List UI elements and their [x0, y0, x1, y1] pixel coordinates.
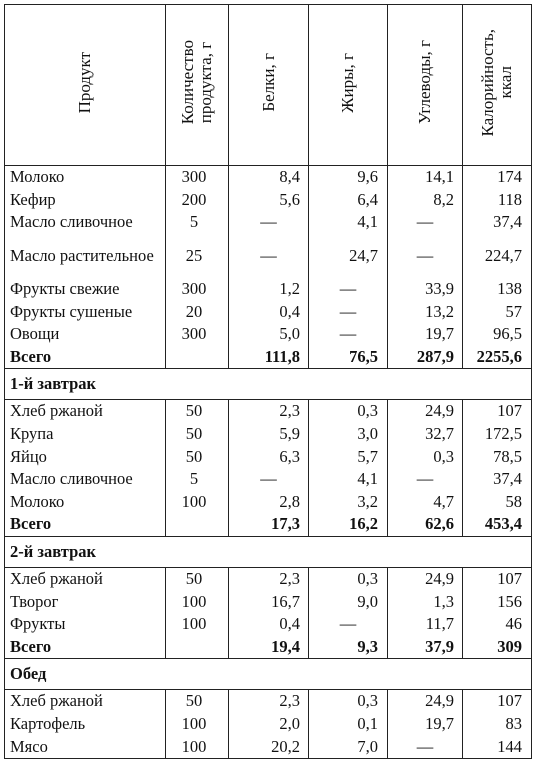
- calories-cell: 57: [463, 300, 532, 323]
- table-row: [5, 211, 532, 234]
- table-row: [5, 491, 532, 514]
- fat-cell: —: [309, 300, 388, 323]
- calories-cell: 138: [463, 278, 532, 301]
- carbs-cell: 32,7: [388, 423, 463, 446]
- calories-cell: 96,5: [463, 323, 532, 346]
- calories-cell: 83: [463, 713, 532, 736]
- calories-cell: 224,7: [463, 234, 532, 278]
- table-row: [5, 234, 532, 278]
- section-header-row: [5, 369, 532, 400]
- calories-cell: 37,4: [463, 211, 532, 234]
- protein-cell: 2,3: [229, 567, 309, 590]
- calories-cell: 107: [463, 400, 532, 423]
- table-row: [5, 445, 532, 468]
- section-header-row: [5, 659, 532, 690]
- fat-cell: 5,7: [309, 445, 388, 468]
- quantity-cell: [166, 513, 229, 536]
- total-label: Всего: [5, 636, 166, 659]
- carbs-cell: 8,2: [388, 189, 463, 212]
- protein-cell: 5,6: [229, 189, 309, 212]
- calories-cell: 453,4: [463, 513, 532, 536]
- protein-cell: 20,2: [229, 735, 309, 758]
- fat-cell: 76,5: [309, 346, 388, 369]
- header-row: [5, 5, 532, 166]
- carbs-cell: 24,9: [388, 400, 463, 423]
- table-row: [5, 468, 532, 491]
- carbs-cell: 287,9: [388, 346, 463, 369]
- table-row: [5, 300, 532, 323]
- calories-cell: 58: [463, 491, 532, 514]
- header-protein: Белки, г: [229, 5, 309, 166]
- fat-cell: —: [309, 613, 388, 636]
- protein-cell: 0,4: [229, 613, 309, 636]
- table-row: [5, 189, 532, 212]
- fat-cell: 7,0: [309, 735, 388, 758]
- section-title: Обед: [5, 659, 532, 690]
- protein-cell: 1,2: [229, 278, 309, 301]
- table-row: [5, 690, 532, 713]
- fat-cell: 9,3: [309, 636, 388, 659]
- product-name: Хлеб ржаной: [5, 690, 166, 713]
- table-row: [5, 590, 532, 613]
- table-row: [5, 278, 532, 301]
- protein-cell: —: [229, 211, 309, 234]
- quantity-cell: [166, 346, 229, 369]
- quantity-cell: 50: [166, 445, 229, 468]
- quantity-cell: 200: [166, 189, 229, 212]
- protein-cell: —: [229, 468, 309, 491]
- protein-cell: 17,3: [229, 513, 309, 536]
- section-title: 2-й завтрак: [5, 536, 532, 567]
- header-calories: Калорийность, ккал: [463, 5, 532, 166]
- protein-cell: 2,3: [229, 690, 309, 713]
- carbs-cell: 11,7: [388, 613, 463, 636]
- quantity-cell: 100: [166, 590, 229, 613]
- protein-cell: 2,3: [229, 400, 309, 423]
- quantity-cell: [166, 636, 229, 659]
- calories-cell: 309: [463, 636, 532, 659]
- calories-cell: 172,5: [463, 423, 532, 446]
- fat-cell: 16,2: [309, 513, 388, 536]
- quantity-cell: 25: [166, 234, 229, 278]
- table-row: [5, 567, 532, 590]
- fat-cell: 4,1: [309, 468, 388, 491]
- protein-cell: 19,4: [229, 636, 309, 659]
- fat-cell: 3,2: [309, 491, 388, 514]
- table-row: [5, 735, 532, 758]
- carbs-cell: 0,3: [388, 445, 463, 468]
- quantity-cell: 50: [166, 400, 229, 423]
- fat-cell: 9,0: [309, 590, 388, 613]
- header-quantity: Количество продукта, г: [166, 5, 229, 166]
- protein-cell: 6,3: [229, 445, 309, 468]
- fat-cell: 6,4: [309, 189, 388, 212]
- product-name: Фрукты сушеные: [5, 300, 166, 323]
- protein-cell: 8,4: [229, 166, 309, 189]
- header-product: Продукт: [5, 5, 166, 166]
- product-name: Масло сливочное: [5, 468, 166, 491]
- carbs-cell: —: [388, 468, 463, 491]
- product-name: Хлеб ржаной: [5, 400, 166, 423]
- fat-cell: —: [309, 323, 388, 346]
- table-row: [5, 323, 532, 346]
- protein-cell: 5,0: [229, 323, 309, 346]
- fat-cell: 4,1: [309, 211, 388, 234]
- carbs-cell: 24,9: [388, 690, 463, 713]
- product-name: Фрукты: [5, 613, 166, 636]
- total-row: [5, 346, 532, 369]
- carbs-cell: 62,6: [388, 513, 463, 536]
- fat-cell: 24,7: [309, 234, 388, 278]
- total-label: Всего: [5, 513, 166, 536]
- product-name: Овощи: [5, 323, 166, 346]
- carbs-cell: 19,7: [388, 713, 463, 736]
- table-row: [5, 713, 532, 736]
- product-name: Творог: [5, 590, 166, 613]
- table-row: [5, 423, 532, 446]
- carbs-cell: 14,1: [388, 166, 463, 189]
- table-row: [5, 400, 532, 423]
- carbs-cell: —: [388, 234, 463, 278]
- quantity-cell: 100: [166, 613, 229, 636]
- table-row: [5, 613, 532, 636]
- table-body: [5, 166, 532, 759]
- calories-cell: 118: [463, 189, 532, 212]
- fat-cell: 9,6: [309, 166, 388, 189]
- calories-cell: 107: [463, 567, 532, 590]
- protein-cell: 111,8: [229, 346, 309, 369]
- quantity-cell: 50: [166, 567, 229, 590]
- quantity-cell: 300: [166, 278, 229, 301]
- calories-cell: 46: [463, 613, 532, 636]
- total-label: Всего: [5, 346, 166, 369]
- product-name: Масло сливочное: [5, 211, 166, 234]
- protein-cell: 16,7: [229, 590, 309, 613]
- calories-cell: 2255,6: [463, 346, 532, 369]
- carbs-cell: 13,2: [388, 300, 463, 323]
- carbs-cell: 33,9: [388, 278, 463, 301]
- protein-cell: 5,9: [229, 423, 309, 446]
- carbs-cell: 24,9: [388, 567, 463, 590]
- carbs-cell: 19,7: [388, 323, 463, 346]
- section-title: 1-й завтрак: [5, 369, 532, 400]
- carbs-cell: —: [388, 735, 463, 758]
- quantity-cell: 100: [166, 735, 229, 758]
- calories-cell: 78,5: [463, 445, 532, 468]
- quantity-cell: 300: [166, 323, 229, 346]
- nutrition-table: [4, 4, 532, 759]
- product-name: Кефир: [5, 189, 166, 212]
- header-fat: Жиры, г: [309, 5, 388, 166]
- quantity-cell: 100: [166, 491, 229, 514]
- product-name: Яйцо: [5, 445, 166, 468]
- section-header-row: [5, 536, 532, 567]
- product-name: Картофель: [5, 713, 166, 736]
- fat-cell: 3,0: [309, 423, 388, 446]
- calories-cell: 156: [463, 590, 532, 613]
- quantity-cell: 5: [166, 468, 229, 491]
- carbs-cell: 1,3: [388, 590, 463, 613]
- product-name: Хлеб ржаной: [5, 567, 166, 590]
- calories-cell: 144: [463, 735, 532, 758]
- quantity-cell: 100: [166, 713, 229, 736]
- header-carbs: Углеводы, г: [388, 5, 463, 166]
- quantity-cell: 50: [166, 423, 229, 446]
- calories-cell: 107: [463, 690, 532, 713]
- quantity-cell: 300: [166, 166, 229, 189]
- protein-cell: —: [229, 234, 309, 278]
- carbs-cell: —: [388, 211, 463, 234]
- fat-cell: 0,3: [309, 690, 388, 713]
- fat-cell: 0,3: [309, 400, 388, 423]
- product-name: Молоко: [5, 491, 166, 514]
- calories-cell: 37,4: [463, 468, 532, 491]
- protein-cell: 0,4: [229, 300, 309, 323]
- table-row: [5, 166, 532, 189]
- quantity-cell: 50: [166, 690, 229, 713]
- quantity-cell: 20: [166, 300, 229, 323]
- product-name: Крупа: [5, 423, 166, 446]
- fat-cell: 0,3: [309, 567, 388, 590]
- fat-cell: 0,1: [309, 713, 388, 736]
- product-name: Фрукты свежие: [5, 278, 166, 301]
- product-name: Мясо: [5, 735, 166, 758]
- quantity-cell: 5: [166, 211, 229, 234]
- protein-cell: 2,0: [229, 713, 309, 736]
- product-name: Молоко: [5, 166, 166, 189]
- calories-cell: 174: [463, 166, 532, 189]
- carbs-cell: 37,9: [388, 636, 463, 659]
- product-name: Масло растительное: [5, 234, 166, 278]
- fat-cell: —: [309, 278, 388, 301]
- total-row: [5, 636, 532, 659]
- total-row: [5, 513, 532, 536]
- protein-cell: 2,8: [229, 491, 309, 514]
- carbs-cell: 4,7: [388, 491, 463, 514]
